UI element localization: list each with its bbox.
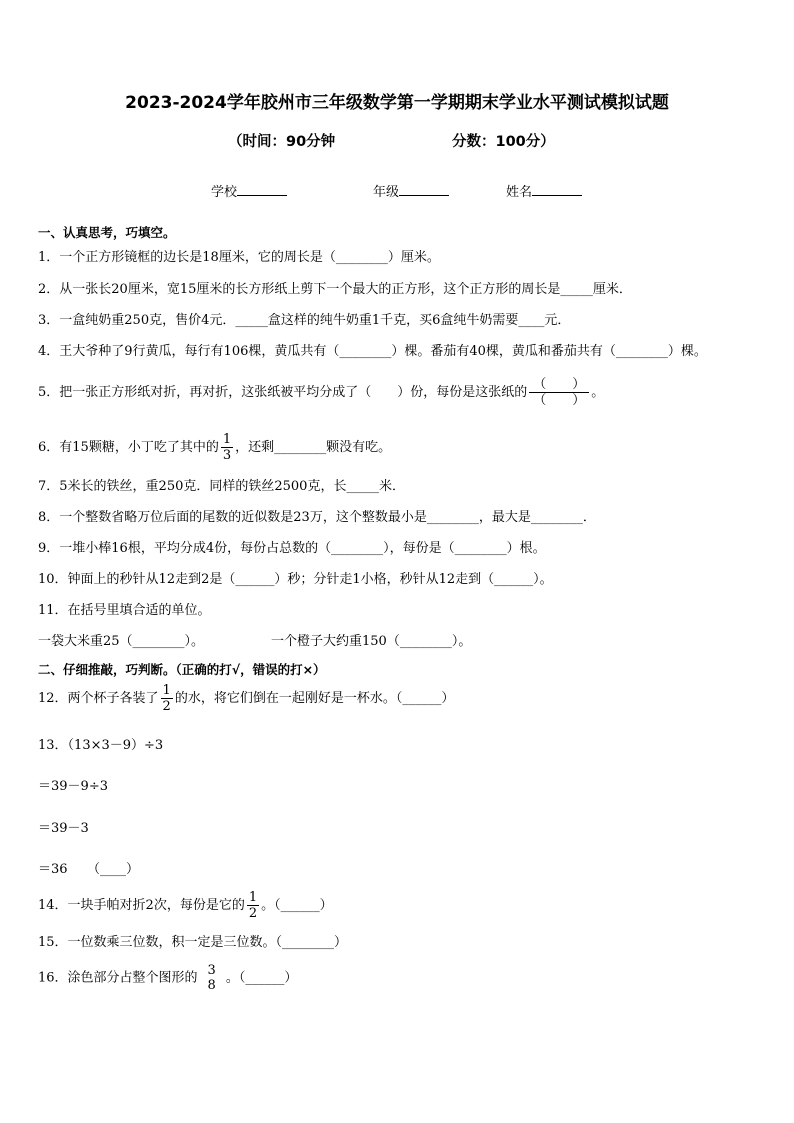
question-11: 11．在括号里填合适的单位。 (38, 603, 211, 618)
name-blank[interactable] (532, 182, 582, 196)
fraction-numerator: （ ） (529, 377, 589, 393)
question-12-end: 的水，将它们倒在一起刚好是一杯水。（______） (174, 691, 455, 706)
question-5-text: 5．把一张正方形纸对折，再对折，这张纸被平均分成了（ ）份，每份是这张纸的 (38, 385, 528, 400)
question-6-end: ，还剩________颗没有吃。 (235, 440, 392, 455)
exam-time: （时间：90分钟 (228, 134, 336, 150)
question-9: 9．一堆小棒16根，平均分成4份，每份占总数的（________），每份是（________）根。 (38, 541, 546, 556)
question-6 (38, 432, 391, 463)
question-5-fraction (529, 377, 589, 408)
question-6-text: 6．有15颗糖，小丁吃了其中的 (38, 440, 219, 455)
school-blank[interactable] (237, 182, 287, 196)
exam-title: 2023-2024学年胶州市三年级数学第一学期期末学业水平测试模拟试题 (125, 93, 669, 113)
section-1-heading: 一、认真思考，巧填空。 (38, 225, 176, 240)
question-12-fraction (161, 683, 173, 714)
fraction-denominator: 2 (248, 906, 258, 921)
question-13-step-2: ＝39－3 (38, 821, 89, 836)
question-5-end: 。 (591, 385, 605, 400)
question-14-end: 。（______） (261, 898, 333, 913)
question-2: 2．从一张长20厘米，宽15厘米的长方形纸上剪下一个最大的正方形，这个正方形的周长是_____厘米． (38, 282, 632, 297)
question-14-text: 14．一块手帕对折2次，每份是它的 (38, 898, 245, 913)
question-7: 7．5米长的铁丝，重250克．同样的铁丝2500克，长_____米． (38, 479, 405, 494)
question-11-part-b: 一个橙子大约重150（________）。 (271, 634, 472, 649)
name-label: 姓名 (506, 185, 533, 200)
question-12-text: 12．两个杯子各装了 (38, 691, 159, 706)
question-14-fraction (247, 890, 259, 921)
grade-blank[interactable] (399, 182, 449, 196)
question-12 (38, 683, 454, 714)
fraction-numerator: 1 (248, 890, 258, 905)
question-16-fraction (206, 963, 218, 993)
question-1: 1．一个正方形镜框的边长是18厘米，它的周长是（________）厘米。 (38, 250, 440, 265)
question-13-step-1: ＝39－9÷3 (38, 779, 108, 794)
school-field[interactable] (211, 181, 287, 200)
section-2-heading: 二、仔细推敲，巧判断。（正确的打√，错误的打×） (38, 662, 326, 677)
question-16-text: 16．涂色部分占整个图形的 (38, 970, 198, 986)
fraction-denominator: 2 (162, 699, 171, 714)
fraction-denominator: 8 (207, 978, 216, 993)
question-4: 4．王大爷种了9行黄瓜，每行有106棵，黄瓜共有（________）棵。番茄有40棵，黄瓜和番茄共有（________）棵。 (38, 344, 707, 359)
question-13: 13．（13×3－9）÷3 (38, 738, 164, 753)
name-field[interactable] (506, 181, 582, 200)
school-label: 学校 (211, 185, 238, 200)
question-11-part-a: 一袋大米重25（________）。 (38, 634, 205, 649)
fraction-numerator: 1 (222, 432, 232, 447)
grade-field[interactable] (373, 181, 449, 200)
question-8: 8．一个整数省略万位后面的尾数的近似数是23万，这个整数最小是________，最大是________． (38, 510, 596, 525)
question-6-fraction (221, 432, 233, 463)
question-15: 15．一位数乘三位数，积一定是三位数。（________） (38, 935, 348, 950)
question-13-step-3: ＝36 （____） (38, 862, 140, 877)
grade-label: 年级 (373, 185, 400, 200)
question-10: 10．钟面上的秒针从12走到2是（______）秒；分针走1小格，秒针从12走到（______）。 (38, 572, 553, 587)
question-16 (38, 963, 297, 993)
fraction-denominator: （ ） (533, 393, 586, 408)
fraction-numerator: 3 (207, 963, 216, 978)
exam-score: 分数：100分） (452, 134, 555, 150)
question-3: 3．一盒纯奶重250克，售价4元．_____盒这样的纯牛奶重1千克，买6盒纯牛奶需要____元． (38, 313, 571, 328)
fraction-denominator: 3 (222, 448, 232, 463)
question-16-end: 。（______） (225, 970, 298, 986)
question-14 (38, 890, 333, 921)
fraction-numerator: 1 (162, 683, 171, 698)
question-5 (38, 377, 604, 408)
